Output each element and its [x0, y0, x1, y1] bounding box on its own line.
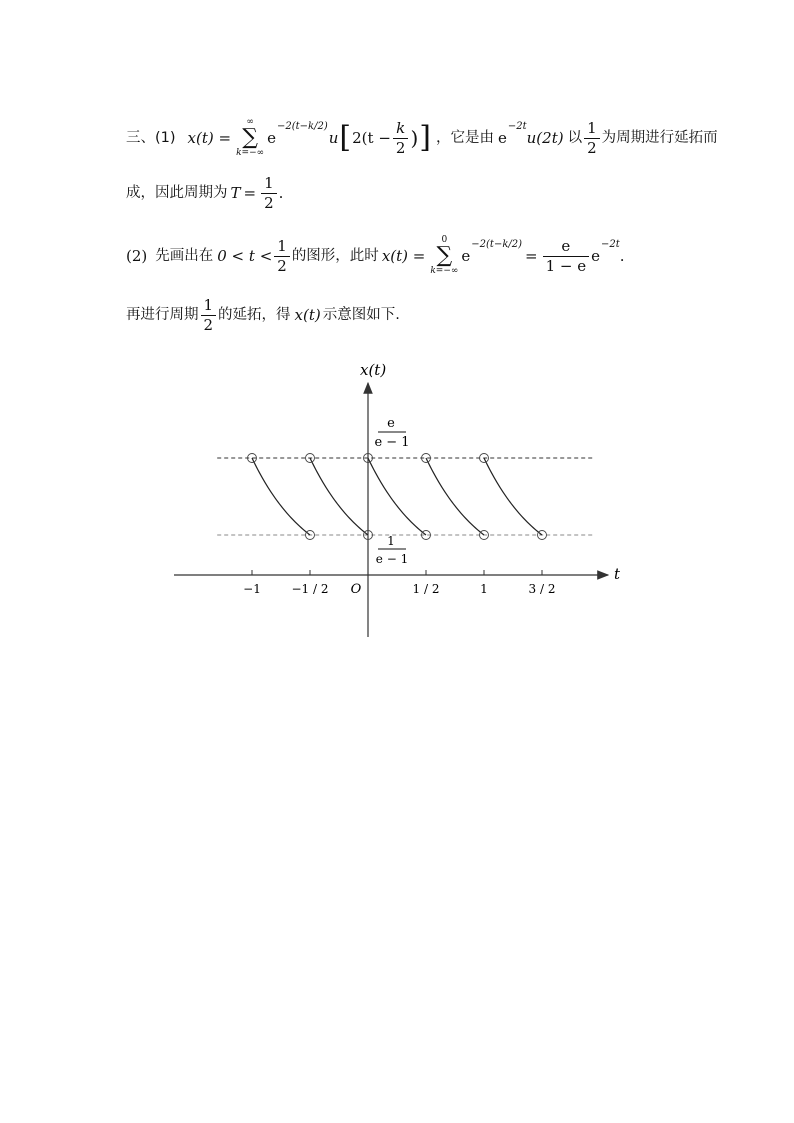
text-line-3: (2) 先画出在 0 < t < $\frac{1}{2}$ 的图形，此时 x(t) = 0 ∑ k=−∞ e −2(t−k/2) = $\frac{e}{1 - e}$ e −2t .: [126, 235, 625, 276]
formula-lhs: x(t) =: [187, 128, 232, 147]
line1-text-c: 为周期进行延拓而: [601, 129, 718, 146]
part2-inequality: 0 < t <: [217, 246, 273, 265]
period-var: T: [230, 184, 241, 202]
line2-text: 成，因此周期为: [126, 185, 228, 202]
svg-text:e − 1: e − 1: [374, 435, 410, 450]
text-line-2: 成，因此周期为 T = $\frac{1}{2}$ .: [126, 174, 284, 212]
lower-level-label: [376, 534, 408, 566]
text-line-4: 再进行周期 $\frac{1}{2}$ 的延拓，得 x(t) 示意图如下.: [126, 296, 400, 334]
x-axis-label: t: [613, 565, 620, 583]
exp-superscript: −2(t−k/2): [277, 121, 328, 132]
curve-segment: [252, 458, 310, 535]
half-fraction-2: $\frac{1}{2}$: [261, 176, 277, 211]
text-line-1: 三、(1) x(t) = ∞ ∑ k=−∞ e −2(t−k/2) u [ 2(t − $\frac{k}{2}$ ) ] ， 它是由 e −2t u(2t) 以 $\frac{1}{2}$ 为周期进行延拓而: [126, 117, 718, 158]
x-of-t: x(t): [294, 306, 321, 324]
part2-label: (2): [126, 246, 148, 265]
x-ticks: [243, 570, 555, 596]
x-tick-label: 1: [480, 582, 488, 596]
curve-segment: [368, 458, 426, 535]
e-over-1-minus-e: $\frac{e}{1 - e}$: [543, 239, 590, 274]
u-2t: u(2t): [526, 128, 564, 147]
curve-segment: [310, 458, 368, 535]
svg-text:1: 1: [387, 534, 395, 548]
sum-operator-2: 0 ∑ k=−∞: [430, 235, 459, 276]
x-tick-label: 1 / 2: [412, 582, 440, 596]
sum-operator: ∞ ∑ k=−∞: [236, 117, 265, 158]
periodic-signal-figure: [160, 355, 620, 645]
half-fraction-3: $\frac{1}{2}$: [274, 239, 290, 274]
svg-text:e − 1: e − 1: [375, 552, 409, 566]
unit-step-u: u: [328, 128, 339, 147]
k-over-2-fraction: $\frac{k}{2}$: [393, 121, 409, 156]
line1-text-a: 它是由: [450, 129, 494, 146]
half-fraction-1: $\frac{1}{2}$: [584, 121, 600, 156]
origin-label: O: [350, 582, 362, 597]
x-tick-label: 3 / 2: [528, 582, 556, 596]
curve-segment: [484, 458, 542, 535]
curve-segments: [252, 458, 542, 535]
half-fraction-4: $\frac{1}{2}$: [201, 298, 217, 333]
bracket-inner: 2(t −: [352, 128, 391, 147]
exp-base: e: [267, 128, 277, 147]
y-axis-label: x(t): [360, 361, 387, 379]
upper-level-label: [374, 416, 409, 450]
svg-text:e: e: [387, 416, 395, 431]
endpoint-markers: [248, 454, 547, 540]
curve-segment: [426, 458, 484, 535]
x-tick-label: −1: [243, 582, 261, 596]
section-label: 三、(1): [126, 129, 176, 146]
x-tick-label: −1 / 2: [291, 582, 329, 596]
